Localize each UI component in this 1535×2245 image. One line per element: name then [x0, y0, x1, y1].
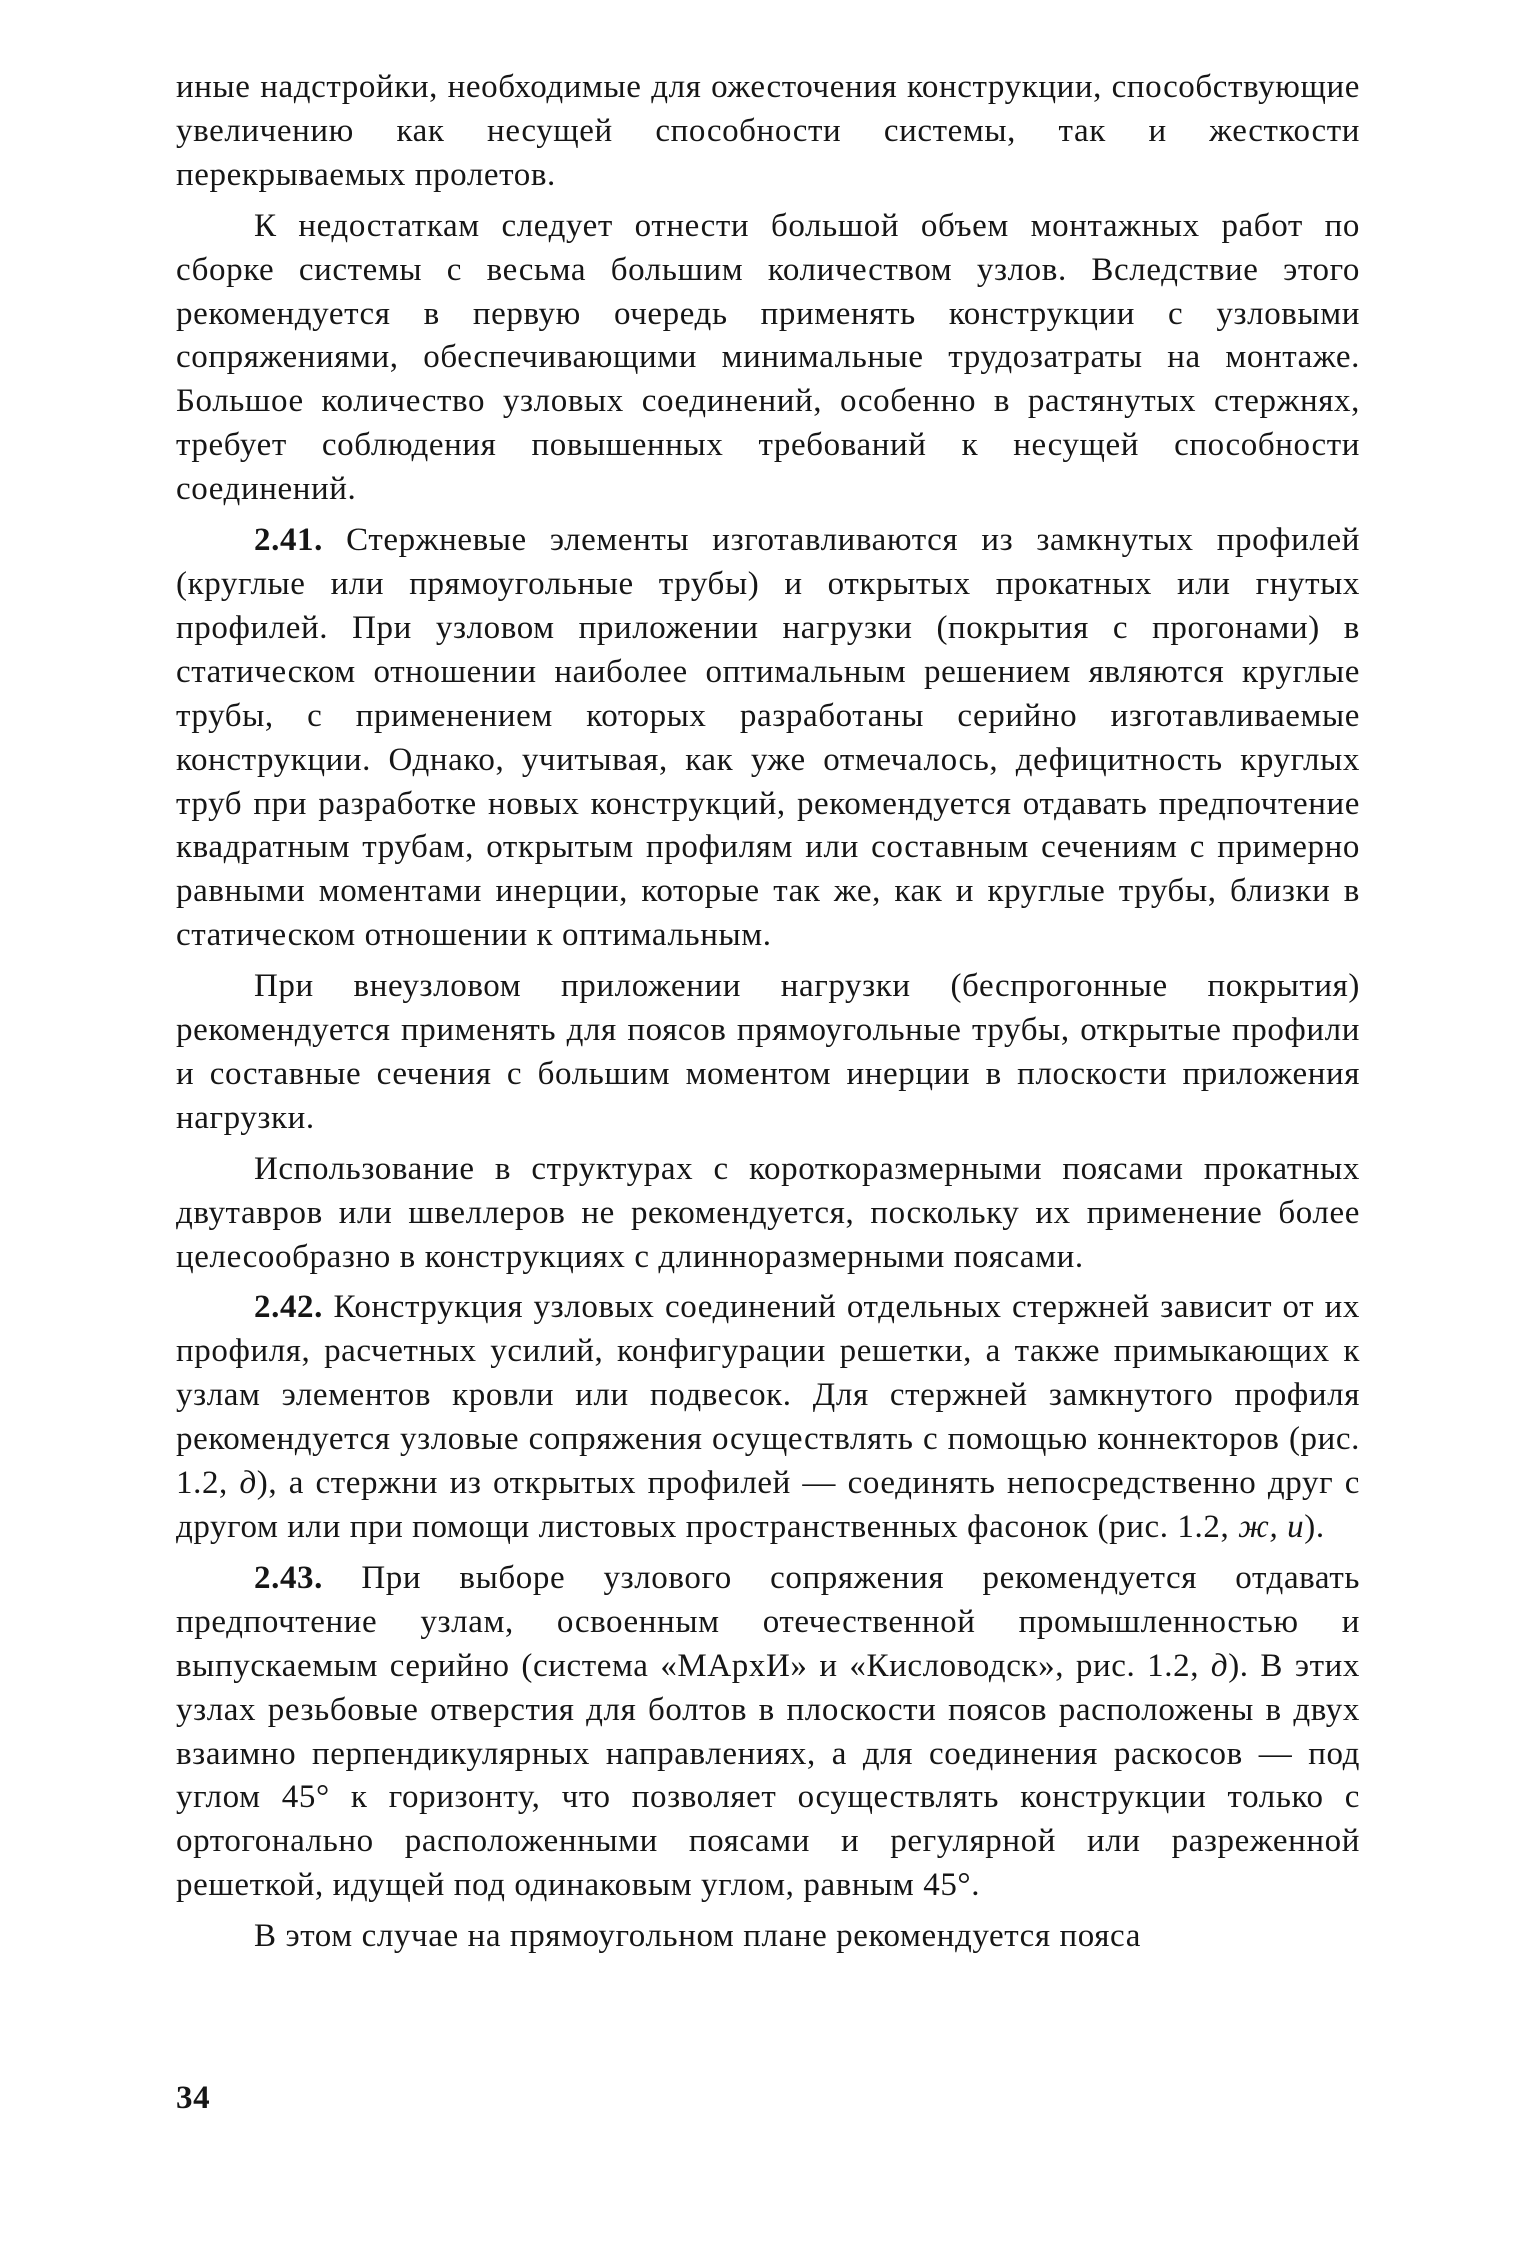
- paragraph-short-chords: [176, 1148, 1360, 1280]
- paragraph-text: В этом случае на прямоугольном плане рекомендуется пояса: [254, 1918, 1141, 1955]
- paragraph-text: При выборе узлового сопряжения рекомендуется отдавать предпочтение узлам, освоенным отечественной промышленностью и выпускаемым серийно (система «МАрхИ» и «Кисловодск», рис. 1.2,: [176, 1559, 1360, 1684]
- paragraph-text: При внеузловом приложении нагрузки (беспрогонные покрытия) рекомендуется применять для поясов прямоугольные трубы, открытые профили и составные сечения с большим моментом инерции в плоскости приложения нагрузки.: [176, 968, 1360, 1136]
- section-number: 2.42.: [254, 1289, 323, 1326]
- paragraph-text: К недостаткам следует отнести большой объем монтажных работ по сборке системы с весьма большим количеством узлов. Вследствие этого рекомендуется в первую очередь применять конструкции с узловыми сопряжениями, обеспечивающими минимальные трудозатраты на монтаже. Большое количество узловых соединений, особенно в растянутых стержнях, требует соблюдения повышенных требований к несущей способности соединений.: [176, 207, 1360, 508]
- figure-reference: ж, и: [1238, 1509, 1305, 1545]
- paragraph-text: Использование в структурах с короткоразмерными поясами прокатных двутавров или швеллеров не рекомендуется, поскольку их применение более целесообразно в конструкциях с длинноразмерными поясами.: [176, 1150, 1360, 1275]
- paragraph-drawbacks: [176, 205, 1360, 512]
- page-number: 34: [176, 2080, 211, 2116]
- text-column: [176, 66, 1360, 1966]
- paragraph-text: Конструкция узловых соединений отдельных стержней зависит от их профиля, расчетных усилий, конфигурации решетки, а также примыкающих к узлам элементов кровли или подвесок. Для стержней замкнутого профиля рекомендуется узловые сопряжения осуществлять с помощью коннекторов (рис. 1.2,: [176, 1289, 1360, 1502]
- paragraph-non-nodal-load: [176, 965, 1360, 1141]
- section-number: 2.43.: [254, 1559, 323, 1596]
- figure-reference: д: [1210, 1647, 1229, 1684]
- section-2-43: [176, 1557, 1360, 1908]
- paragraph-text: иные надстройки, необходимые для ожесточения конструкции, способствующие увеличению как несущей способности системы, так и жесткости перекрываемых пролетов.: [176, 69, 1360, 193]
- section-2-42: [176, 1286, 1360, 1549]
- section-2-41: [176, 519, 1360, 958]
- paragraph-text: ).: [1304, 1509, 1325, 1545]
- figure-reference: д: [239, 1465, 257, 1502]
- paragraph-rectangular-plan: [176, 1915, 1360, 1959]
- paragraph-continuation: [176, 66, 1360, 198]
- paragraph-text: ). В этих узлах резьбовые отверстия для болтов в плоскости поясов расположены в двух взаимно перпендикулярных направлениях, а для соединения раскосов — под углом 45° к горизонту, что позволяет осуществлять конструкции только с ортогонально расположенными поясами и регулярной или разреженной решеткой, идущей под одинаковым углом, равным 45°.: [176, 1647, 1360, 1904]
- paragraph-text: Стержневые элементы изготавливаются из замкнутых профилей (круглые или прямоугольные трубы) и открытых прокатных или гнутых профилей. При узловом приложении нагрузки (покрытия с прогонами) в статическом отношении наиболее оптимальным решением являются круглые трубы, с применением которых разработаны серийно изготавливаемые конструкции. Однако, учитывая, как уже отмечалось, дефицитность круглых труб при разработке новых конструкций, рекомендуется отдавать предпочтение квадратным трубам, открытым профилям или составным сечениям с примерно равными моментами инерции, которые так же, как и круглые трубы, близки в статическом отношении к оптимальным.: [176, 522, 1360, 954]
- section-number: 2.41.: [254, 522, 323, 559]
- paragraph-text: ), а стержни из открытых профилей — соединять непосредственно друг с другом или при помощи листовых пространственных фасонок (рис. 1.2,: [176, 1465, 1360, 1545]
